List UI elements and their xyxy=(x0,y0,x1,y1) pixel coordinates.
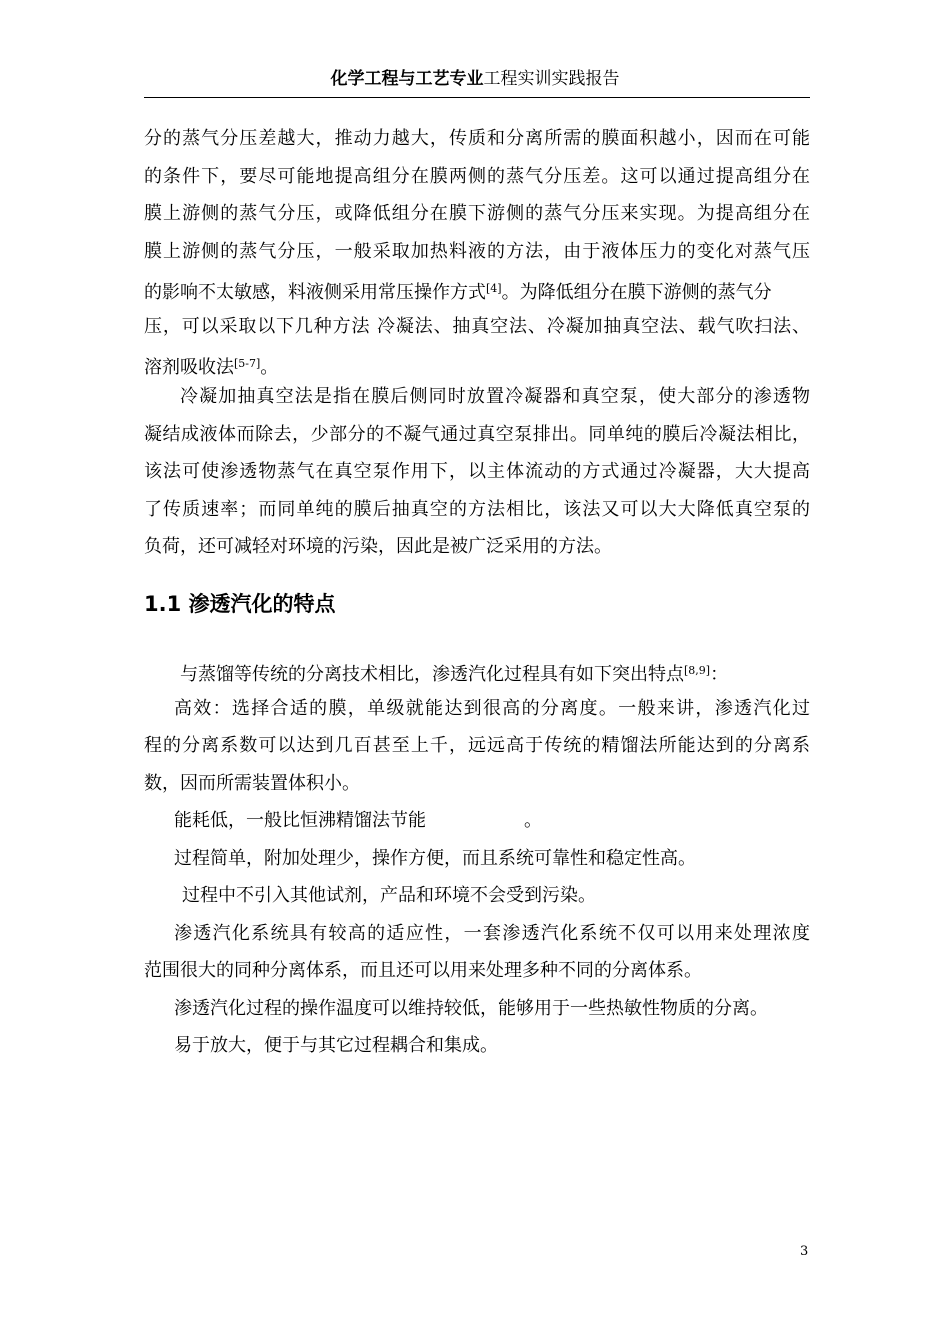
text-span: 。为降低组分在膜下游侧的蒸气分 xyxy=(501,282,772,303)
text-line: 过程简单，附加处理少，操作方便，而且系统可靠性和稳定性高。 xyxy=(174,847,696,869)
citation: [5-7] xyxy=(234,357,261,370)
text-line: 高效：选择合适的膜，单级就能达到很高的分离度。一般来讲，渗透汽化过 xyxy=(174,697,810,719)
text-span: 溶剂吸收法 xyxy=(144,357,234,378)
paragraph-2 xyxy=(144,378,810,566)
header-bold: 化学工程与工艺专业 xyxy=(330,69,484,89)
text-line: 该法可使渗透物蒸气在真空泵作用下，以主体流动的方式通过冷凝器，大大提高 xyxy=(144,461,810,482)
text-span: 的影响不太敏感，料液侧采用常压操作方式 xyxy=(144,282,486,303)
citation: [8,9] xyxy=(684,664,711,677)
text-span: 能耗低，一般比恒沸精馏法节能 xyxy=(174,810,426,831)
text-line: 膜上游侧的蒸气分压，一般采取加热料液的方法，由于液体压力的变化对蒸气压 xyxy=(144,240,810,262)
text-span: ： xyxy=(710,664,729,685)
page-header xyxy=(0,64,950,89)
text-line: 渗透汽化系统具有较高的适应性，一套渗透汽化系统不仅可以用来处理浓度 xyxy=(174,922,810,944)
text-line: 冷凝加抽真空法是指在膜后侧同时放置冷凝器和真空泵，使大部分的渗透物 xyxy=(180,386,810,407)
text-line: 的条件下，要尽可能地提高组分在膜两侧的蒸气分压差。这可以通过提高组分在 xyxy=(144,165,810,187)
header-rest: 工程实训实践报告 xyxy=(483,69,620,89)
text-line: 过程中不引入其他试剂，产品和环境不会受到污染。 xyxy=(182,885,596,906)
header-rule xyxy=(144,97,810,98)
text-line: 易于放大，便于与其它过程耦合和集成。 xyxy=(174,1035,498,1056)
text-span: 。 xyxy=(260,357,279,378)
citation: [4] xyxy=(486,282,502,295)
text-line xyxy=(144,345,810,383)
intro-line xyxy=(144,652,810,690)
text-line: 负荷，还可减轻对环境的污染，因此是被广泛采用的方法。 xyxy=(144,536,612,557)
text-line: 膜上游侧的蒸气分压，或降低组分在膜下游侧的蒸气分压来实现。为提高组分在 xyxy=(144,203,810,224)
text-line: 压，可以采取以下几种方法 冷凝法、抽真空法、冷凝加抽真空法、载气吹扫法、 xyxy=(144,315,810,337)
paragraph-1 xyxy=(144,120,810,383)
section-heading: 1.1 渗透汽化的特点 xyxy=(144,592,336,616)
text-line: 凝结成液体而除去，少部分的不凝气通过真空泵排出。同单纯的膜后冷凝法相比， xyxy=(144,423,810,445)
text-line xyxy=(144,270,810,308)
features-block xyxy=(144,652,810,1065)
text-line: 了传质速率；而同单纯的膜后抽真空的方法相比，该法又可以大大降低真空泵的 xyxy=(144,498,810,520)
text-span: 。 xyxy=(524,810,542,831)
text-line: 数，因而所需装置体积小。 xyxy=(144,772,360,794)
text-line: 范围很大的同种分离体系，而且还可以用来处理多种不同的分离体系。 xyxy=(144,960,702,981)
text-line: 渗透汽化过程的操作温度可以维持较低，能够用于一些热敏性物质的分离。 xyxy=(174,997,768,1019)
text-line: 分的蒸气分压差越大，推动力越大，传质和分离所需的膜面积越小，因而在可能 xyxy=(144,128,810,149)
text-line xyxy=(144,802,810,840)
text-span: 与蒸馏等传统的分离技术相比，渗透汽化过程具有如下突出特点 xyxy=(180,664,684,685)
page-number: 3 xyxy=(800,1244,809,1259)
text-line: 程的分离系数可以达到几百甚至上千，远远高于传统的精馏法所能达到的分离系 xyxy=(144,735,810,756)
